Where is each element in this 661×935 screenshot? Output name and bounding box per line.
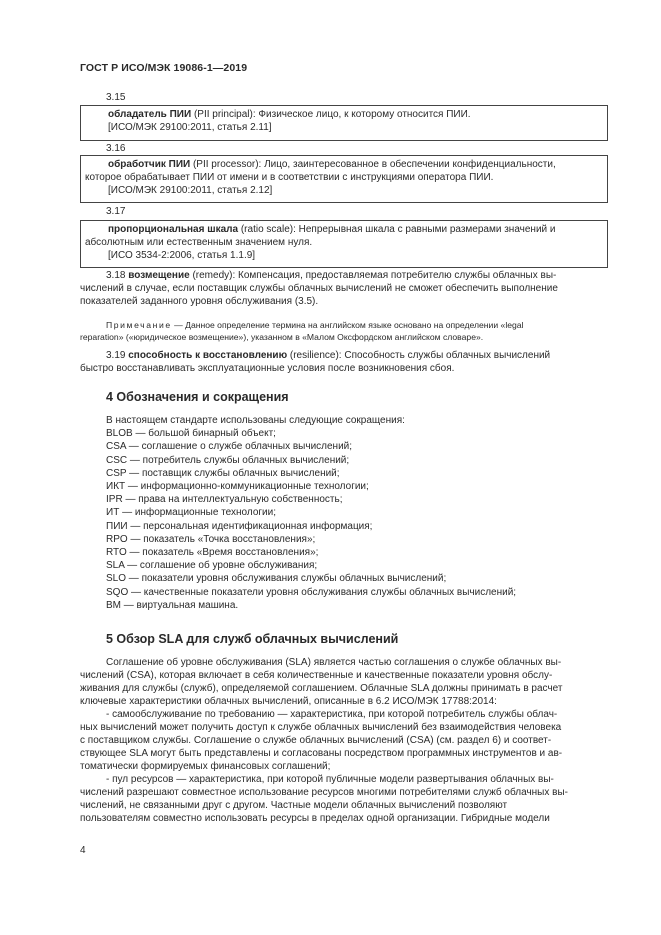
- list-item: ИКТ — информационно-коммуникационные технологии;: [106, 481, 369, 493]
- term-3-19: 3.19 способность к восстановлению (resilience): Способность службы облачных вычислений быстро восстанавливать эксплуатационные условия после возникновения сбоя.: [80, 350, 551, 374]
- definition-source: [ИСО 3534-2:2006, статья 1.1.9]: [108, 250, 256, 261]
- list-item: ПИИ — персональная идентификационная информация;: [106, 520, 373, 532]
- term-number: 3.19: [106, 350, 126, 361]
- term-3-18: 3.18 возмещение (remedy): Компенсация, предоставляемая потребителю службы облачных вы- числений в случае, если поставщик службы облачных вычислений не сможет обеспечить выполнение показателей заданного уровня обслуживания (3.5).: [80, 270, 558, 307]
- term-name: обладатель ПИИ: [108, 109, 192, 120]
- list-item: CSA — соглашение о службе облачных вычислений;: [106, 441, 353, 453]
- definition-source: [ИСО/МЭК 29100:2011, статья 2.12]: [108, 185, 273, 196]
- list-item: SLA — соглашение об уровне обслуживания;: [106, 560, 318, 572]
- definition-box: [80, 155, 608, 203]
- page-number: 4: [80, 845, 86, 856]
- term-name: способность к восстановлению: [128, 350, 288, 361]
- definition-line: обработчик ПИИ (PII processor): Лицо, заинтересованное в обеспечении конфиденциальности,: [108, 159, 556, 170]
- definition-line: обладатель ПИИ (PII principal): Физическое лицо, к которому относится ПИИ.: [108, 109, 471, 120]
- definition-box: [80, 220, 608, 268]
- list-item: CSP — поставщик службы облачных вычислений;: [106, 467, 340, 479]
- abbreviation-list: [106, 414, 606, 612]
- definition-box: [80, 105, 608, 141]
- section-heading: 4 Обозначения и сокращения: [106, 390, 289, 404]
- list-item: ИТ — информационные технологии;: [106, 507, 276, 519]
- list-item: ВМ — виртуальная машина.: [106, 599, 239, 611]
- list-item: RTO — показатель «Время восстановления»;: [106, 547, 319, 559]
- list-item: CSC — потребитель службы облачных вычислений;: [106, 454, 350, 466]
- term-number: 3.17: [106, 206, 126, 217]
- document-header: ГОСТ Р ИСО/МЭК 19086-1—2019: [80, 62, 248, 74]
- list-item: SLO — показатели уровня обслуживания службы облачных вычислений;: [106, 573, 447, 585]
- definition-line: абсолютным или естественным значением нуля.: [85, 237, 313, 248]
- note-label: Примечание: [106, 320, 172, 330]
- term-number: 3.18: [106, 270, 126, 281]
- term-name: возмещение: [128, 270, 190, 281]
- note: Примечание — Данное определение термина на английском языке основано на определении «legal reparation» («юридическое возмещение»), указанном в «Малом Оксфордском английском словаре».: [80, 320, 524, 342]
- definition-line: пропорциональная шкала (ratio scale): Непрерывная шкала с равными размерами значений и: [108, 224, 556, 235]
- term-number: 3.16: [106, 143, 126, 154]
- term-name: обработчик ПИИ: [108, 159, 191, 170]
- definition-source: [ИСО/МЭК 29100:2011, статья 2.11]: [108, 122, 272, 133]
- list-intro: В настоящем стандарте использованы следующие сокращения:: [106, 415, 405, 426]
- term-name: пропорциональная шкала: [108, 224, 239, 235]
- section5-paragraph: Соглашение об уровне обслуживания (SLA) является частью соглашения о службе облачных вы- числений (CSA), которая включает в себя количественные и качественные показатели уровня обслу- живания для службы (служб), определяемой соглашением. Облачные SLA должны принимать в расчет ключевые характеристики облачных вычислений, описанные в 6.2 ИСО/МЭК 17788:2014: - самообслуживание по требованию — характеристика, при которой потребитель службы облач- ных вычислений может получить доступ к службе облачных вычислений без взаимодействия человека с поставщиком службы. Соглашение о службе облачных вычислений (CSA) (см. раздел 6) и соответ- ствующее SLA могут быть представлены и согласованы посредством программных инструментов и ав- томатически формируемых финансовых соглашений; - пул ресурсов — характеристика, при которой публичные модели развертывания облачных вы- числений разрешают совместное использование ресурсов многими потребителями служб облачных вы- числений, не связанными друг с другом. Частные модели облачных вычислений позволяют пользователям совместно использовать ресурсы в пределах одной организации. Гибридные модели: [80, 657, 568, 824]
- list-item: RPO — показатель «Точка восстановления»;: [106, 533, 316, 545]
- list-item: IPR — права на интеллектуальную собственность;: [106, 494, 343, 506]
- definition-line: которое обрабатывает ПИИ от имени и в соответствии с инструкциями оператора ПИИ.: [85, 172, 494, 183]
- list-item: BLOB — большой бинарный объект;: [106, 428, 276, 440]
- list-item: SQO — качественные показатели уровня обслуживания службы облачных вычислений;: [106, 586, 517, 598]
- section-heading: 5 Обзор SLA для служб облачных вычислений: [106, 632, 399, 646]
- term-number: 3.15: [106, 92, 126, 103]
